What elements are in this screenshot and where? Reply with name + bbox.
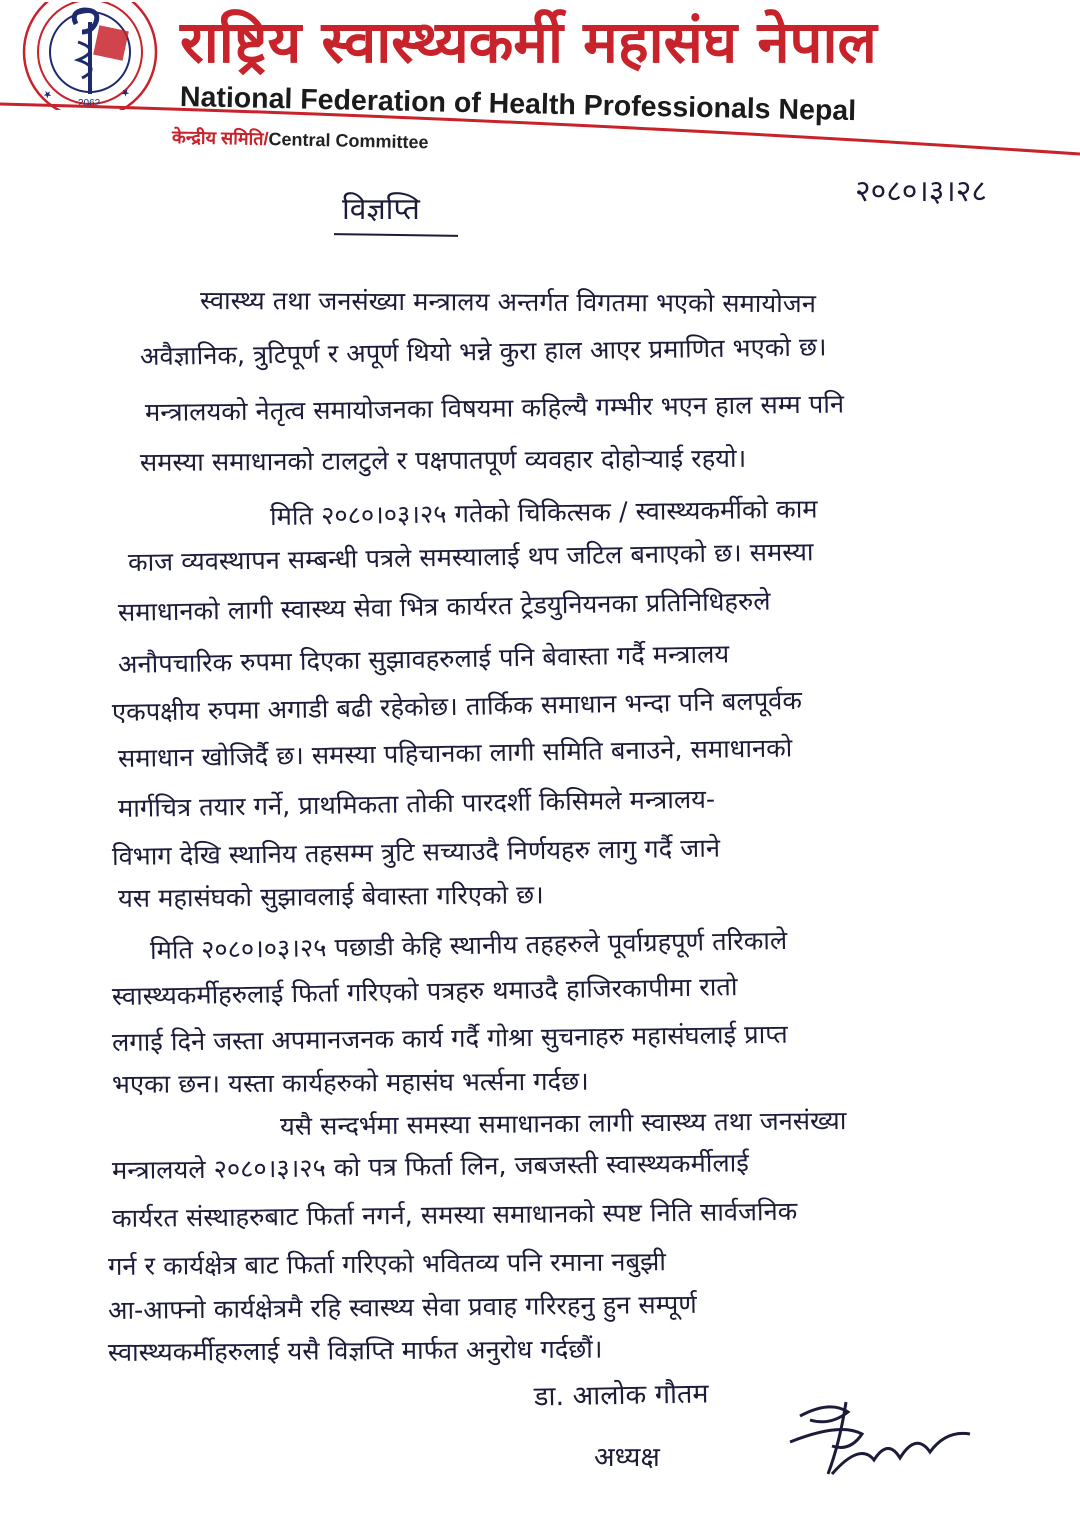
body-line: मिति २०८०।०३।२५ गतेको चिकित्सक / स्वास्थ्यकर्मीको काम xyxy=(269,494,818,532)
body-line: समस्या समाधानको टालटुले र पक्षपातपूर्ण व्यवहार दोहोऱ्याई रहयो। xyxy=(139,443,747,478)
body-line: यसै सन्दर्भमा समस्या समाधानका लागी स्वास्थ्य तथा जनसंख्या xyxy=(279,1106,847,1142)
federation-logo-icon xyxy=(12,2,162,110)
body-line: लगाई दिने जस्ता अपमानजनक कार्य गर्दै गोश्रा सुचनाहरु महासंघलाई प्राप्त xyxy=(111,1019,788,1058)
body-line: यस महासंघको सुझावलाई बेवास्ता गरिएको छ। xyxy=(117,880,544,914)
body-line: मिति २०८०।०३।२५ पछाडी केहि स्थानीय तहहरुले पूर्वाग्रहपूर्ण तरिकाले xyxy=(149,925,788,966)
org-name-english: National Federation of Health Professionals Nepal xyxy=(179,81,857,128)
body-line: मन्त्रालयले २०८०।३।२५ को पत्र फिर्ता लिन, जबजस्ती स्वास्थ्यकर्मीलाई xyxy=(111,1148,749,1186)
body-line: स्वास्थ्यकर्मीहरुलाई यसै विज्ञप्ति मार्फत अनुरोध गर्दछौं। xyxy=(107,1334,603,1368)
body-line: कार्यरत संस्थाहरुबाट फिर्ता नगर्न, समस्या समाधानको स्पष्ट निति सार्वजनिक xyxy=(111,1196,798,1234)
committee-label-nepali: केन्द्रीय समिति/ xyxy=(171,127,269,150)
signer-name: डा. आलोक गौतम xyxy=(533,1378,709,1413)
body-line: एकपक्षीय रुपमा अगाडी बढी रहेकोछ। तार्किक समाधान भन्दा पनि बलपूर्वक xyxy=(111,685,803,728)
document-heading: विज्ञप्ति xyxy=(342,192,420,227)
body-line: काज व्यवस्थापन सम्बन्धी पत्रले समस्यालाई थप जटिल बनाएको छ। समस्या xyxy=(127,537,814,578)
body-line: समाधान खोजिर्दै छ। समस्या पहिचानका लागी समिति बनाउने, समाधानको xyxy=(117,733,793,774)
body-line: अनौपचारिक रुपमा दिएका सुझावहरुलाई पनि बेवास्ता गर्दै मन्त्रालय xyxy=(117,639,730,680)
header-divider xyxy=(0,98,1080,158)
body-line: आ-आफ्नो कार्यक्षेत्रमै रहि स्वास्थ्य सेवा प्रवाह गरिरहनु हुन सम्पूर्ण xyxy=(107,1289,697,1326)
svg-text:★: ★ xyxy=(118,86,133,101)
body-line: समाधानको लागी स्वास्थ्य सेवा भित्र कार्यरत ट्रेडयुनियनका प्रतिनिधिहरुले xyxy=(117,586,771,628)
body-line: भएका छन। यस्ता कार्यहरुको महासंघ भर्त्सना गर्दछ। xyxy=(111,1066,589,1100)
heading-underline xyxy=(334,233,458,237)
body-line: मार्गचित्र तयार गर्ने, प्राथमिकता तोकी पारदर्शी किसिमले मन्त्रालय- xyxy=(117,784,716,824)
document-date: २०८०।३।२८ xyxy=(855,174,987,209)
svg-text:★: ★ xyxy=(40,87,55,103)
org-name-nepali: राष्ट्रिय स्वास्थ्यकर्मी महासंघ नेपाल xyxy=(180,8,877,76)
body-line: मन्त्रालयको नेतृत्व समायोजनका विषयमा कहिल्यै गम्भीर भएन हाल सम्म पनि xyxy=(144,389,845,428)
body-line: विभाग देखि स्थानिय तहसम्म त्रुटि सच्याउदै निर्णयहरु लागु गर्दै जाने xyxy=(111,833,721,872)
body-line: स्वास्थ्यकर्मीहरुलाई फिर्ता गरिएको पत्रहरु थमाउदै हाजिरकापीमा रातो xyxy=(111,972,738,1012)
handwritten-signature-icon xyxy=(770,1382,1000,1492)
committee-label-english: Central Committee xyxy=(268,129,429,153)
signer-role: अध्यक्ष xyxy=(594,1442,660,1473)
body-line: स्वास्थ्य तथा जनसंख्या मन्त्रालय अन्तर्गत विगतमा भएको समायोजन xyxy=(199,286,816,320)
body-line: अवैज्ञानिक, त्रुटिपूर्ण र अपूर्ण थियो भन्ने कुरा हाल आएर प्रमाणित भएको छ। xyxy=(139,332,827,372)
logo-year: 2062 xyxy=(78,98,101,109)
body-line: गर्न र कार्यक्षेत्र बाट फिर्ता गरिएको भवितव्य पनि रमाना नबुझी xyxy=(107,1247,667,1282)
